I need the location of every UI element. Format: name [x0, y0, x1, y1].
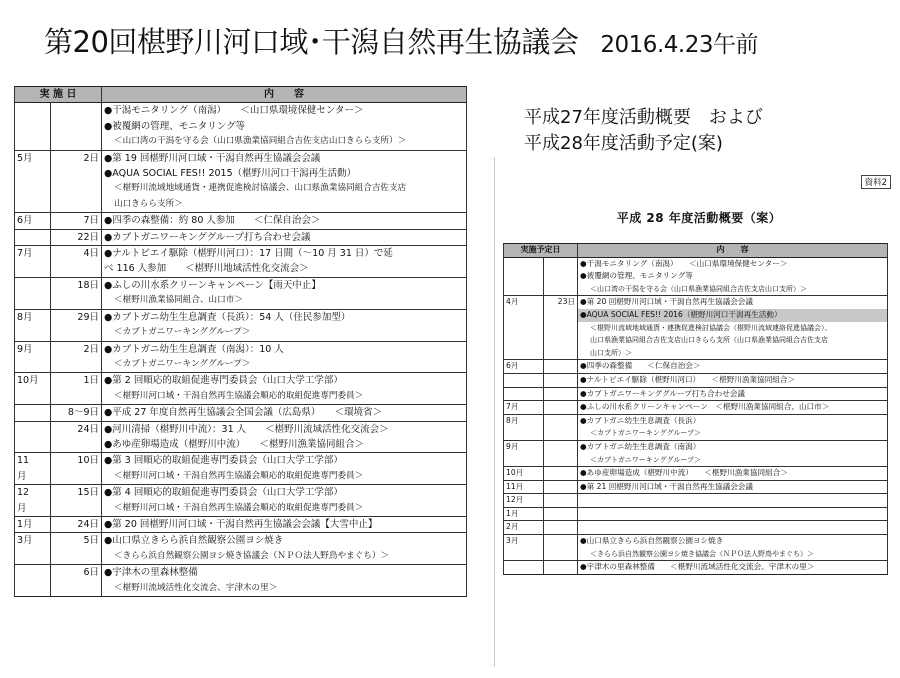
column-header-date: 実施予定日: [504, 244, 578, 258]
table-row: [504, 360, 888, 374]
day-cell: [51, 134, 102, 150]
column-header-date: 実 施 日: [15, 87, 102, 103]
content-cell: ＜椹野川流域地域通貨・連携促進検討協議会、山口県漁業協同組合吉佐支店: [102, 181, 467, 196]
content-cell: ●干潟モニタリング（南潟） ＜山口県環境保健センター＞: [578, 257, 888, 270]
content-cell: ＜椹野川流域地域通貨・連携促進検討協議会（椹野川流域連絡促進協議会）、: [578, 322, 888, 335]
month-cell: 7月: [504, 401, 544, 415]
day-cell: [544, 334, 578, 347]
day-cell: [544, 440, 578, 453]
month-cell: 月: [15, 469, 51, 485]
table-row: [15, 309, 467, 325]
content-cell: ＜椹野川漁業協同組合、山口市＞: [102, 293, 467, 309]
day-cell: [51, 469, 102, 485]
month-cell: 11: [15, 453, 51, 469]
content-cell: [578, 507, 888, 521]
day-cell: [51, 197, 102, 213]
month-cell: [504, 454, 544, 467]
table-row: [15, 533, 467, 549]
day-cell: [544, 360, 578, 374]
content-cell: ●あゆ産卵場造成（椹野川中流） ＜椹野川漁業協同組合＞: [578, 467, 888, 481]
table-row: [504, 387, 888, 401]
content-cell: ●第 20 回椹野川河口域・干潟自然再生協議会会議: [578, 296, 888, 309]
month-cell: [504, 387, 544, 401]
table-row: [15, 325, 467, 341]
content-cell: ●AQUA SOCIAL FES!! 2015（椹野川河口干潟再生活動）: [102, 166, 467, 181]
day-cell: [544, 535, 578, 548]
slide-date: 2016.4.23午前: [600, 32, 758, 58]
month-cell: 12月: [504, 494, 544, 508]
month-cell: [15, 405, 51, 421]
content-cell: ＜椹野川河口域・干潟自然再生協議会順応的取組促進専門委員＞: [102, 501, 467, 517]
content-cell: ●山口県立きらら浜自然観察公園ヨシ焼き: [578, 535, 888, 548]
table-header-row: [15, 87, 467, 103]
content-cell: ●四季の森整備：約 80 人参加 ＜仁保自治会＞: [102, 213, 467, 229]
table-row: [504, 347, 888, 360]
table-row: [504, 561, 888, 575]
day-cell: [544, 480, 578, 494]
content-cell: ●ナルトビエイ駆除（椹野川河口） ＜椹野川漁業協同組合＞: [578, 373, 888, 387]
table-row: [15, 437, 467, 453]
table-row: [15, 549, 467, 565]
month-cell: [15, 197, 51, 213]
content-cell: 山口県漁業協同組合吉佐支店山口きらら支所（山口県漁業協同組合吉佐支店: [578, 334, 888, 347]
table-row: [15, 421, 467, 437]
day-cell: [544, 494, 578, 508]
month-cell: 12: [15, 485, 51, 501]
month-cell: 9月: [504, 440, 544, 453]
content-cell: ●被覆網の管理、モニタリング等: [578, 270, 888, 283]
month-cell: 1月: [15, 516, 51, 532]
month-cell: 6月: [504, 360, 544, 374]
day-cell: [544, 387, 578, 401]
content-cell: ●カブトガニワーキンググループ打ち合わせ会議: [578, 387, 888, 401]
day-cell: [544, 414, 578, 427]
table-row: [15, 293, 467, 309]
table-row: [15, 261, 467, 277]
month-cell: [504, 548, 544, 561]
content-cell: ●ナルトビエイ駆除（椹野川河口）：17 日間（～10 月 31 日）で延: [102, 246, 467, 262]
content-cell: ＜カブトガニワーキンググループ＞: [578, 454, 888, 467]
caption-line-1: 平成27年度活動概要 および: [524, 107, 763, 128]
table-row: [15, 341, 467, 357]
day-cell: [51, 501, 102, 517]
content-cell: ●四季の森整備 ＜仁保自治会＞: [578, 360, 888, 374]
day-cell: [51, 103, 102, 119]
month-cell: [15, 357, 51, 373]
day-cell: 29日: [51, 309, 102, 325]
month-cell: 6月: [15, 213, 51, 229]
month-cell: [504, 347, 544, 360]
day-cell: [51, 549, 102, 565]
month-cell: [15, 119, 51, 134]
month-cell: 月: [15, 501, 51, 517]
month-cell: 3月: [504, 535, 544, 548]
day-cell: [544, 283, 578, 296]
month-cell: 4月: [504, 296, 544, 309]
table-row: [15, 357, 467, 373]
table-row: [15, 119, 467, 134]
fy2015-activity-document: [14, 86, 468, 658]
table-row: [15, 134, 467, 150]
column-header-content: 内 容: [578, 244, 888, 258]
month-cell: 11月: [504, 480, 544, 494]
month-cell: [504, 561, 544, 575]
table-row: [504, 467, 888, 481]
month-cell: [504, 309, 544, 322]
day-cell: [51, 261, 102, 277]
table-row: [504, 507, 888, 521]
table-row: [15, 405, 467, 421]
day-cell: [51, 181, 102, 196]
content-cell: ●AQUA SOCIAL FES!! 2016（椹野川河口干潟再生活動）: [578, 309, 888, 322]
table-row: [504, 270, 888, 283]
month-cell: [504, 322, 544, 335]
table-row: [15, 150, 467, 166]
day-cell: [51, 166, 102, 181]
fy2015-table-body: [15, 103, 467, 597]
month-cell: 10月: [504, 467, 544, 481]
content-cell: ●カブトガニ幼生生息調査（長浜）：54 人（住民参加型）: [102, 309, 467, 325]
day-cell: 2日: [51, 341, 102, 357]
content-cell: ●あゆ産卵場造成（椹野川中流） ＜椹野川漁業協同組合＞: [102, 437, 467, 453]
content-cell: ＜椹野川河口域・干潟自然再生協議会順応的取組促進専門委員＞: [102, 389, 467, 405]
table-row: [504, 535, 888, 548]
day-cell: [544, 322, 578, 335]
content-cell: 山口支所）＞: [578, 347, 888, 360]
table-row: [504, 296, 888, 309]
table-row: [15, 581, 467, 597]
table-row: [15, 453, 467, 469]
month-cell: 3月: [15, 533, 51, 549]
content-cell: ＜カブトガニワーキンググループ＞: [102, 325, 467, 341]
table-row: [15, 197, 467, 213]
content-cell: ＜カブトガニワーキンググループ＞: [102, 357, 467, 373]
day-cell: [544, 521, 578, 535]
document-number-badge: 資料2: [861, 175, 891, 189]
day-cell: 8～9日: [51, 405, 102, 421]
fy2016-table-body: [504, 257, 888, 574]
content-cell: ●カブトガニ幼生生息調査（南潟）: [578, 440, 888, 453]
content-cell: ＜きらら浜自然観察公園ヨシ焼き協議会（ＮＰＯ法人野鳥やまぐち）＞: [578, 548, 888, 561]
day-cell: [51, 325, 102, 341]
content-cell: ●第 4 回順応的取組促進専門委員会（山口大学工学部）: [102, 485, 467, 501]
month-cell: 8月: [15, 309, 51, 325]
month-cell: 1月: [504, 507, 544, 521]
day-cell: [544, 309, 578, 322]
content-cell: ＜椹野川流域活性化交流会、宇津木の里＞: [102, 581, 467, 597]
month-cell: [15, 261, 51, 277]
day-cell: 23日: [544, 296, 578, 309]
day-cell: 22日: [51, 229, 102, 245]
month-cell: [15, 421, 51, 437]
day-cell: [51, 293, 102, 309]
month-cell: [15, 325, 51, 341]
table-row: [15, 389, 467, 405]
day-cell: 1日: [51, 373, 102, 389]
content-cell: 山口きらら支所＞: [102, 197, 467, 213]
month-cell: [504, 257, 544, 270]
content-cell: ●宇津木の里森林整備: [102, 565, 467, 581]
day-cell: 6日: [51, 565, 102, 581]
table-row: [15, 213, 467, 229]
content-cell: ●第 21 回椹野川河口域・干潟自然再生協議会会議: [578, 480, 888, 494]
table-row: [504, 440, 888, 453]
day-cell: [51, 437, 102, 453]
month-cell: 8月: [504, 414, 544, 427]
table-row: [15, 516, 467, 532]
table-row: [504, 494, 888, 508]
table-row: [15, 565, 467, 581]
day-cell: [544, 454, 578, 467]
table-row: [15, 469, 467, 485]
content-cell: ●第 2 回順応的取組促進専門委員会（山口大学工学部）: [102, 373, 467, 389]
day-cell: 24日: [51, 516, 102, 532]
content-cell: ●第 19 回椹野川河口域・干潟自然再生協議会会議: [102, 150, 467, 166]
content-cell: ●カブトガニ幼生生息調査（南潟）：10 人: [102, 341, 467, 357]
day-cell: [544, 507, 578, 521]
table-row: [15, 501, 467, 517]
table-row: [504, 283, 888, 296]
day-cell: 18日: [51, 277, 102, 293]
month-cell: 2月: [504, 521, 544, 535]
day-cell: [544, 270, 578, 283]
month-cell: 9月: [15, 341, 51, 357]
month-cell: [15, 293, 51, 309]
content-cell: ●カブトガニワーキンググループ打ち合わせ会議: [102, 229, 467, 245]
content-cell: ●宇津木の里森林整備 ＜椹野川流域活性化交流会、宇津木の里＞: [578, 561, 888, 575]
day-cell: [51, 357, 102, 373]
day-cell: 10日: [51, 453, 102, 469]
fy2015-activity-table: [14, 86, 467, 597]
table-row: [15, 246, 467, 262]
day-cell: [544, 467, 578, 481]
content-cell: ●平成 27 年度自然再生協議会全国会議（広島県） ＜環境省＞: [102, 405, 467, 421]
day-cell: [544, 548, 578, 561]
table-row: [504, 309, 888, 322]
day-cell: 7日: [51, 213, 102, 229]
day-cell: [544, 401, 578, 415]
table-row: [504, 427, 888, 440]
day-cell: [51, 389, 102, 405]
table-row: [504, 401, 888, 415]
day-cell: [544, 561, 578, 575]
document-title: 平成 28 年度活動概要（案）: [616, 211, 782, 225]
month-cell: [15, 389, 51, 405]
table-row: [15, 277, 467, 293]
caption-line-2: 平成28年度活動予定(案): [524, 133, 723, 154]
content-cell: ＜山口湾の干潟を守る会（山口県漁業協同組合吉佐支店山口きらら支所）＞: [102, 134, 467, 150]
month-cell: [15, 134, 51, 150]
slide-title-text: 第20回椹野川河口域･干潟自然再生協議会: [44, 25, 579, 59]
month-cell: [15, 581, 51, 597]
content-cell: ＜きらら浜自然観察公園ヨシ焼き協議会（ＮＰＯ法人野鳥やまぐち）＞: [102, 549, 467, 565]
column-header-content: 内 容: [102, 87, 467, 103]
month-cell: [15, 229, 51, 245]
table-row: [15, 485, 467, 501]
table-row: [15, 166, 467, 181]
month-cell: [15, 166, 51, 181]
content-cell: ＜椹野川河口域・干潟自然再生協議会順応的取組促進専門委員＞: [102, 469, 467, 485]
table-header-row: [504, 244, 888, 258]
table-row: [15, 103, 467, 119]
month-cell: [504, 283, 544, 296]
month-cell: [504, 334, 544, 347]
table-row: [504, 334, 888, 347]
day-cell: 5日: [51, 533, 102, 549]
content-cell: ＜カブトガニワーキンググループ＞: [578, 427, 888, 440]
content-cell: ●河川清掃（椹野川中流）：31 人 ＜椹野川流域活性化交流会＞: [102, 421, 467, 437]
content-cell: ●ふしの川水系クリーンキャンペーン【雨天中止】: [102, 277, 467, 293]
table-row: [504, 373, 888, 387]
table-row: [15, 373, 467, 389]
month-cell: [504, 427, 544, 440]
table-row: [504, 454, 888, 467]
fy2016-plan-table: [503, 243, 888, 575]
table-row: [504, 521, 888, 535]
month-cell: 10月: [15, 373, 51, 389]
table-row: [504, 548, 888, 561]
day-cell: [51, 581, 102, 597]
month-cell: [504, 270, 544, 283]
content-cell: ＜山口湾の干潟を守る会（山口県漁業協同組合吉佐支店山口支所）＞: [578, 283, 888, 296]
month-cell: [15, 277, 51, 293]
day-cell: [544, 427, 578, 440]
month-cell: [15, 565, 51, 581]
fy2016-plan-document: [494, 157, 900, 667]
month-cell: [15, 103, 51, 119]
content-cell: ●山口県立きらら浜自然観察公園ヨシ焼き: [102, 533, 467, 549]
day-cell: [544, 257, 578, 270]
table-row: [504, 414, 888, 427]
content-cell: ●第 20 回椹野川河口域・干潟自然再生協議会会議【大雪中止】: [102, 516, 467, 532]
day-cell: [544, 373, 578, 387]
table-row: [504, 480, 888, 494]
table-row: [504, 322, 888, 335]
month-cell: 7月: [15, 246, 51, 262]
day-cell: [51, 119, 102, 134]
content-cell: ●第 3 回順応的取組促進専門委員会（山口大学工学部）: [102, 453, 467, 469]
slide-title: [44, 20, 758, 61]
content-cell: ●被覆網の管理、モニタリング等: [102, 119, 467, 134]
content-cell: ●干潟モニタリング（南潟） ＜山口県環境保健センター＞: [102, 103, 467, 119]
day-cell: 15日: [51, 485, 102, 501]
month-cell: [15, 549, 51, 565]
day-cell: 24日: [51, 421, 102, 437]
table-row: [15, 181, 467, 196]
content-cell: べ 116 人参加 ＜椹野川地域活性化交流会＞: [102, 261, 467, 277]
content-cell: ●ふしの川水系クリーンキャンペーン ＜椹野川漁業協同組合、山口市＞: [578, 401, 888, 415]
content-cell: [578, 494, 888, 508]
month-cell: 5月: [15, 150, 51, 166]
table-row: [504, 257, 888, 270]
content-cell: ●カブトガニ幼生生息調査（長浜）: [578, 414, 888, 427]
month-cell: [15, 437, 51, 453]
table-row: [15, 229, 467, 245]
day-cell: 4日: [51, 246, 102, 262]
content-cell: [578, 521, 888, 535]
day-cell: [544, 347, 578, 360]
month-cell: [504, 373, 544, 387]
month-cell: [15, 181, 51, 196]
day-cell: 2日: [51, 150, 102, 166]
